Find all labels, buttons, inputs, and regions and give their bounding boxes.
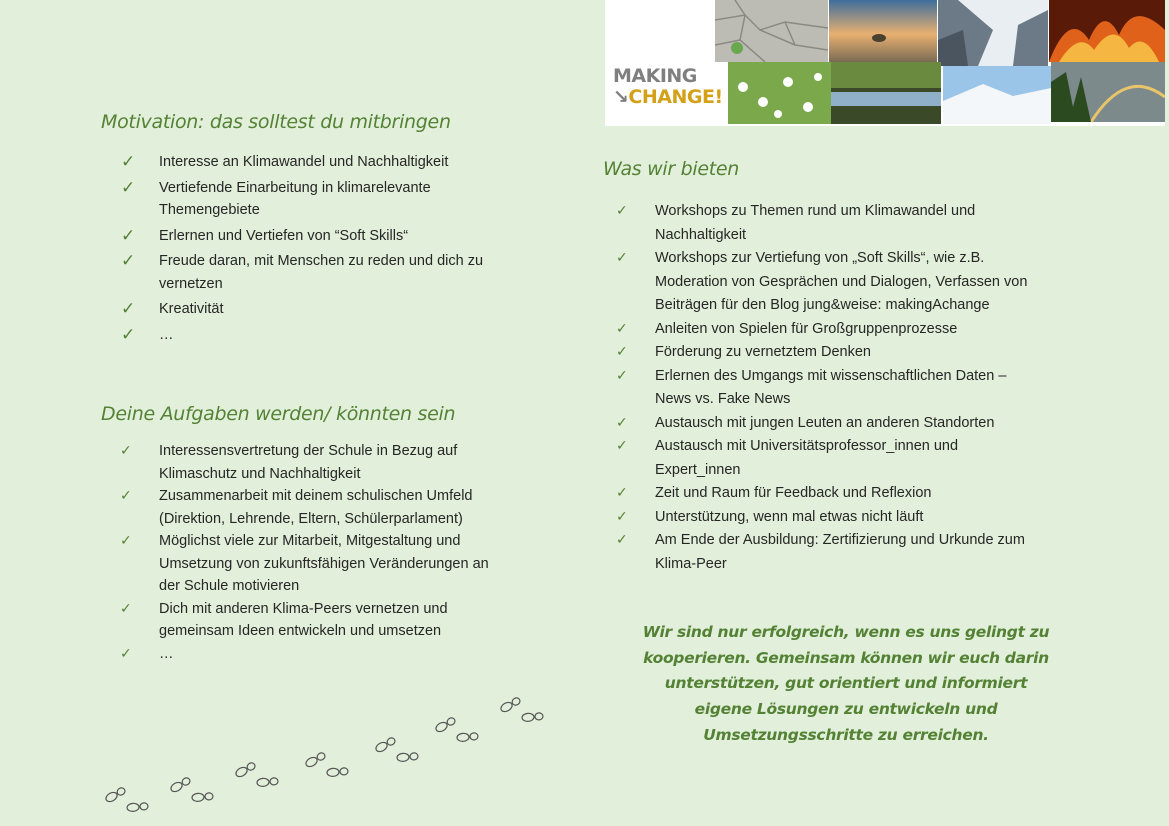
footprint-icon — [192, 792, 214, 802]
list-item: ✓ Am Ende der Ausbildung: Zertifizierung und Urkunde zum Klima-Peer — [597, 529, 1067, 576]
list-item: ✓ Workshops zu Themen rund um Klimawandel und Nachhaltigkeit — [597, 200, 1067, 247]
rainbow-forest-image — [1051, 62, 1165, 122]
check-icon: ✓ — [120, 488, 132, 504]
footprint-icon — [127, 802, 149, 812]
footprint-icon — [304, 751, 326, 768]
footprint-icon — [169, 776, 191, 793]
snowy-mountain-image — [943, 66, 1051, 124]
cracked-earth-image — [715, 0, 828, 62]
check-icon: ✓ — [121, 299, 136, 319]
check-icon: ✓ — [616, 344, 628, 360]
flower-meadow-image — [728, 62, 831, 124]
list-item: ✓ Zeit und Raum für Feedback und Reflexion — [597, 482, 1067, 506]
list-item: ✓ Erlernen und Vertiefen von “Soft Skills“ — [121, 225, 409, 246]
dry-lakebed-image — [829, 0, 937, 62]
check-icon: ✓ — [616, 320, 628, 337]
glacier-image — [938, 0, 1048, 66]
motivation-heading: Motivation: das solltest du mitbringen — [101, 111, 451, 133]
check-icon: ✓ — [120, 443, 132, 459]
tasks-list — [101, 440, 521, 665]
footprint-icon — [374, 736, 396, 753]
check-icon: ✓ — [616, 414, 628, 431]
check-icon: ✓ — [121, 225, 136, 246]
check-icon: ✓ — [120, 600, 132, 617]
check-icon: ✓ — [121, 177, 136, 198]
list-item: ✓ … — [101, 643, 521, 666]
check-icon: ✓ — [120, 533, 132, 549]
list-item: ✓ Austausch mit Universitätsprofessor_innen und Expert_innen — [597, 435, 1067, 482]
river-forest-image — [831, 62, 941, 124]
motivation-list — [101, 151, 501, 349]
list-item: ✓ Austausch mit jungen Leuten an anderen Standorten — [597, 412, 1067, 436]
footprint-icon — [434, 716, 456, 733]
check-icon: ✓ — [120, 645, 132, 662]
footprints-decoration — [95, 685, 565, 815]
list-item: ✓ Dich mit anderen Klima-Peers vernetzen und gemeinsam Ideen entwickeln und umsetzen — [101, 598, 521, 643]
check-icon: ✓ — [121, 152, 136, 172]
making-a-change-logo: MAKING ↘CHANGE! — [613, 65, 723, 108]
list-item: ✓ Förderung zu vernetztem Denken — [597, 341, 1067, 365]
check-icon: ✓ — [616, 250, 628, 266]
list-item: ✓ Anleiten von Spielen für Großgruppenprozesse — [597, 318, 1067, 342]
list-item: ✓ Interesse an Klimawandel und Nachhaltigkeit — [121, 152, 449, 172]
check-icon: ✓ — [121, 324, 136, 345]
check-icon: ✓ — [616, 508, 628, 525]
closing-quote: Wir sind nur erfolgreich, wenn es uns gelingt zu kooperieren. Gemeinsam können wir euch darin unterstützen, gut orientiert und informiert eigene Lösungen zu entwickeln und Umsetzungsschritte zu erreichen. — [642, 623, 1050, 744]
check-icon: ✓ — [121, 251, 136, 271]
footprint-icon — [522, 712, 544, 722]
footprint-icon — [499, 696, 521, 713]
footprint-icon — [104, 786, 126, 803]
footprint-icon — [457, 732, 479, 742]
check-icon: ✓ — [616, 485, 628, 501]
footprint-icon — [327, 767, 349, 777]
footprint-icon — [397, 752, 419, 762]
offer-list — [597, 200, 1067, 576]
header-banner — [605, 0, 1165, 126]
list-item: ✓ Workshops zur Vertiefung von „Soft Skills“, wie z.B. Moderation von Gesprächen und Dialogen, Verfassen von Beiträgen für den Blog jung&weise: makingAchange — [597, 247, 1067, 318]
footprint-icon — [234, 761, 256, 778]
list-item: ✓ Interessensvertretung der Schule in Bezug auf Klimaschutz und Nachhaltigkeit — [101, 440, 521, 485]
offer-heading: Was wir bieten — [603, 158, 740, 180]
check-icon: ✓ — [616, 438, 628, 454]
list-item: ✓ Möglichst viele zur Mitarbeit, Mitgestaltung und Umsetzung von zukunftsfähigen Veränderungen an der Schule motivieren — [101, 530, 521, 598]
list-item: ✓ Zusammenarbeit mit deinem schulischen Umfeld (Direktion, Lehrende, Eltern, Schülerparlament) — [101, 485, 521, 530]
list-item: ✓ Freude daran, mit Menschen zu reden und dich zu vernetzen — [121, 251, 484, 292]
list-item: ✓ Erlernen des Umgangs mit wissenschaftlichen Daten – News vs. Fake News — [597, 365, 1067, 412]
list-item: ✓ Unterstützung, wenn mal etwas nicht läuft — [597, 506, 1067, 530]
list-item: ✓ … — [121, 324, 174, 345]
check-icon: ✓ — [616, 367, 628, 384]
list-item: ✓ Kreativität — [121, 299, 224, 319]
footprint-icon — [257, 777, 279, 787]
check-icon: ✓ — [616, 532, 628, 548]
wildfire-image — [1049, 0, 1165, 62]
list-item: ✓ Vertiefende Einarbeitung in klimarelevante Themengebiete — [121, 177, 431, 218]
check-icon: ✓ — [616, 203, 628, 219]
tasks-heading: Deine Aufgaben werden/ könnten sein — [101, 403, 456, 425]
